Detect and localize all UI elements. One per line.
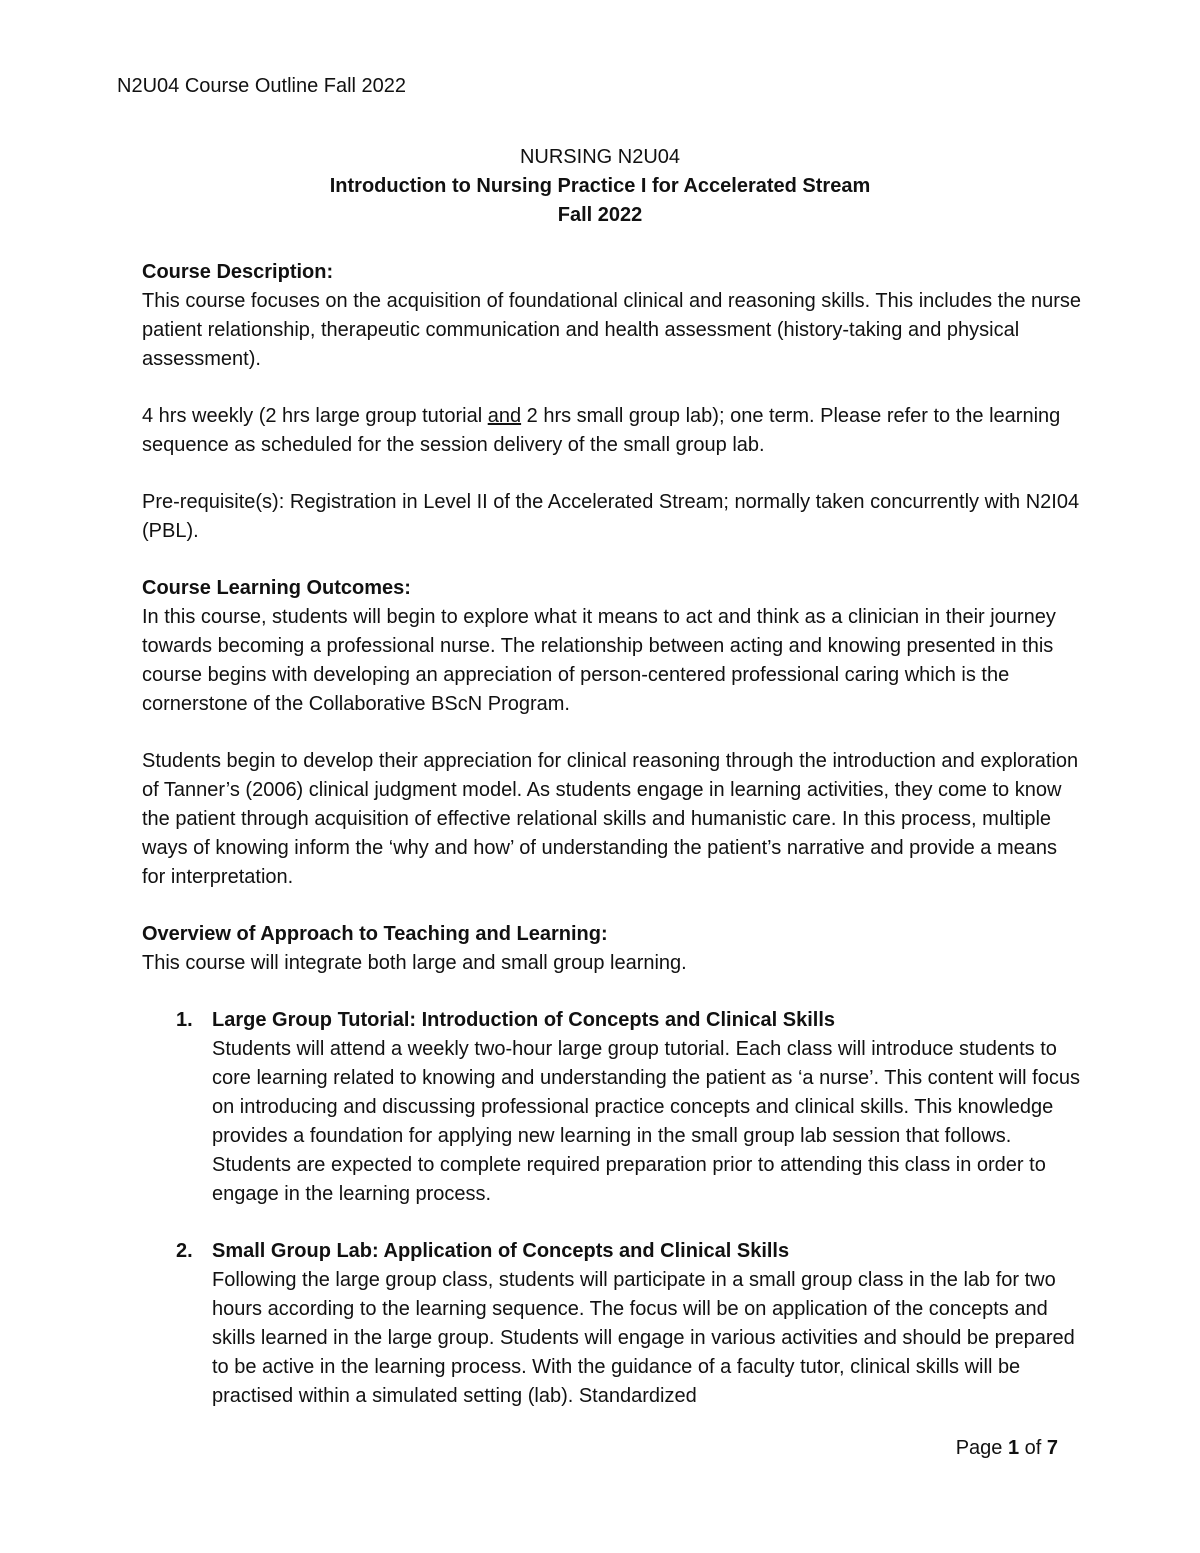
list-item-number: 2. [176,1240,193,1262]
current-page-number: 1 [1007,1437,1020,1459]
list-item-title: Large Group Tutorial: Introduction of Concepts and Clinical Skills [212,1009,835,1031]
learning-outcomes-text-1: In this course, students will begin to explore what it means to act and think as a clinician in their journey towards becoming a professional nurse. The relationship between acting and knowing presented in this course begins with developing an appreciation of person-centered professional caring which is the cornerstone of the Collaborative BScN Program. [142,606,1056,715]
learning-outcomes-paragraph-2: Students begin to develop their appreciation for clinical reasoning through the introduction and exploration of Tanner’s (2006) clinical judgment model. As students engage in learning activities, they come to know the patient through acquisition of effective relational skills and humanistic care. In this process, multiple ways of knowing inform the ‘why and how’ of understanding the patient’s narrative and provide a means for interpretation. [142,750,1079,888]
course-description-heading: Course Description: [142,261,334,283]
learning-outcomes-section [142,574,1082,719]
course-code-title: NURSING N2U04 [519,146,681,168]
list-item-number: 1. [176,1009,193,1031]
list-item [142,1006,1082,1209]
page-footer [956,1434,1058,1462]
prerequisite-paragraph: Pre-requisite(s): Registration in Level II of the Accelerated Stream; normally taken concurrently with N2I04 (PBL). [142,491,1080,542]
hours-paragraph [142,402,1082,460]
list-item-title: Small Group Lab: Application of Concepts and Clinical Skills [212,1240,790,1262]
overview-section [142,920,1082,978]
list-item-body: Following the large group class, students will participate in a small group class in the lab for two hours according to the learning sequence. The focus will be on application of the concepts and skills learned in the large group. Students will engage in various activities and should be prepared to be active in the learning process. With the guidance of a faculty tutor, clinical skills will be practised within a simulated setting (lab). Standardized [212,1269,1075,1407]
hours-text-part1: 4 hrs weekly (2 hrs large group tutorial [142,405,488,427]
course-description-section [142,258,1082,374]
term-title: Fall 2022 [557,204,643,226]
running-header: N2U04 Course Outline Fall 2022 [117,75,407,97]
of-word: of [1019,1437,1047,1459]
list-item-body: Students will attend a weekly two-hour large group tutorial. Each class will introduce students to core learning related to knowing and understanding the patient as ‘a nurse’. This content will focus on introducing and discussing professional practice concepts and clinical skills. This knowledge provides a foundation for applying new learning in the small group lab session that follows. Students are expected to complete required preparation prior to attending this class in order to engage in the learning process. [212,1038,1080,1205]
approach-list [142,1006,1082,1411]
learning-outcomes-heading: Course Learning Outcomes: [142,577,411,599]
title-block [117,143,1083,230]
overview-intro: This course will integrate both large and small group learning. [142,952,687,974]
total-pages-number: 7 [1046,1437,1058,1459]
hours-underlined-word: and [487,405,522,427]
list-item [142,1237,1082,1411]
overview-heading: Overview of Approach to Teaching and Learning: [142,923,608,945]
hours-text-part2: 2 hrs small group lab); one term. Please refer to the learning sequence as scheduled for the session delivery of the small group lab. [142,405,1061,456]
course-description-text: This course focuses on the acquisition of foundational clinical and reasoning skills. This includes the nurse patient relationship, therapeutic communication and health assessment (history-taking and physical assessment). [142,290,1082,370]
document-body [142,258,1082,1439]
course-name-title: Introduction to Nursing Practice I for Accelerated Stream [329,175,871,197]
page-word: Page [955,1437,1008,1459]
